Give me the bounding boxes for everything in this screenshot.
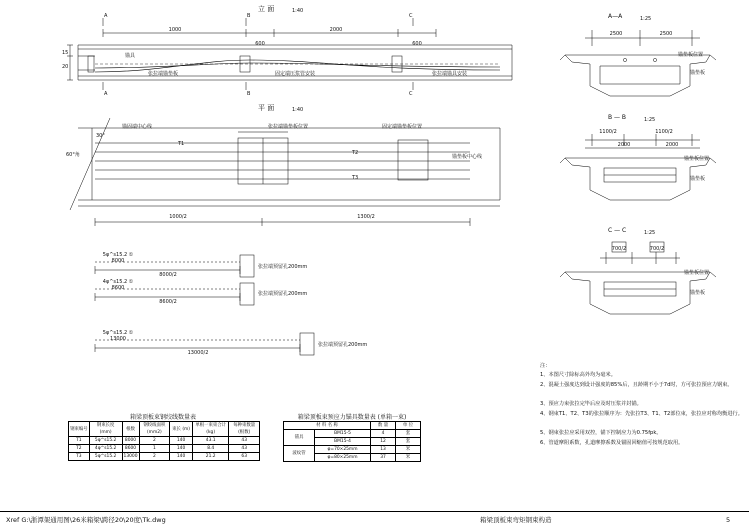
tendon3-length: 13000 [110,336,126,342]
t1-r2c1: 5φ^s15.2 [89,453,122,461]
t1-h0: 钢束编号 [69,422,90,437]
t1-r0c0: T1 [69,437,90,445]
plan-angle: 30° [96,133,105,139]
table1-title: 箱梁顶板束钢绞线数量表 [129,414,197,421]
elev-label-grout: 固定端压浆管安装 [275,71,316,77]
t2-h2: 数 量 [371,422,396,430]
t1-h5: 单根一束束合计 (kg) [192,422,228,437]
note-1: 1、本图尺寸除标高外均为毫米。 [540,372,616,378]
section-cc-title: C — C [608,227,627,234]
t1-h3: 钢绞线面积 (mm2) [139,422,170,437]
t1-r1c4: 140 [170,445,193,453]
t2-r3c3: 米 [396,454,421,462]
t1-h6: 每种束数量 (根数) [229,422,260,437]
t1-r1c5: 8.4 [192,445,228,453]
t2-group-duct: 波纹管 [284,446,315,462]
bb-label-2: 锚垫板 [690,176,706,182]
t1-r0c4: 140 [170,437,193,445]
t1-r0c3: 2 [139,437,170,445]
t2-r1c2: 12 [371,438,396,446]
tendon1-halflen: 8000/2 [159,272,177,278]
footer-title: 箱梁顶板束弯矩钢束构造 [480,516,552,524]
plan-tendon-t1: T1 [178,141,185,147]
bb-dim-2: 1100/2 [655,129,673,135]
tendon3-label: 5φ^s15.2 ① [102,330,134,336]
tendon3-note: 张拉端预留孔200mm [318,342,368,348]
t2-r3c2: 37 [371,454,396,462]
plan-dim-2: 1300/2 [357,214,375,220]
t1-r0c1: 5φ^s15.2 [89,437,122,445]
elev-label-plate: 张拉端锚垫板 [148,71,179,77]
t1-r2c8: 63 [229,453,260,461]
tendon1-note: 张拉端预留孔200mm [258,264,308,270]
mark-a-bottom: A [104,91,108,97]
t2-h0: 材 料 名 称 [284,422,371,430]
tendon2-label: 4φ^s15.2 ① [102,279,134,285]
section-aa-scale: 1:25 [640,16,652,22]
t1-r1c1: 4φ^s15.2 [89,445,122,453]
aa-label-1: 锚垫板位置 [678,52,704,58]
sheet-footer [0,511,749,530]
t1-r2c0: T3 [69,453,90,461]
cc-dim-2: 700/2 [649,246,665,252]
elev-label-anchor: 锚具 [125,53,136,59]
t1-h2: 根数 [122,422,139,437]
elev-left-dim2: 20 [62,64,69,70]
mark-a-top: A [104,13,108,19]
tendon2-length: 8600 [111,285,125,291]
t1-r1c0: T2 [69,445,90,453]
bb-dim-3: 2000 [617,142,631,148]
aa-dim-2: 2500 [659,31,673,37]
elevation-title: 立 面 [258,5,275,13]
note-5: 5、钢束张拉应采用双控，锚下控制应力为0.75fpk。 [540,430,662,436]
elev-label-anchorset: 张拉端锚具安装 [432,71,468,77]
note-3: 3、预应力束张拉完毕后应及时压浆并封锚。 [540,401,642,407]
aa-label-2: 锚垫板 [690,70,706,76]
tendon1-label: 5φ^s15.2 ① [102,252,134,258]
mark-b-bottom: B [247,91,251,97]
tendon2-halflen: 8600/2 [159,299,177,305]
t1-r2c5: 21.2 [192,453,228,461]
aa-dim-1: 2500 [609,31,623,37]
t1-r1c8: 43 [229,445,260,453]
t1-r1c3: 1 [139,445,170,453]
t2-h3: 单 位 [396,422,421,430]
bb-dim-4: 2000 [665,142,679,148]
plan-tendon-t2: T2 [352,150,359,156]
tendon2-note: 张拉端预留孔200mm [258,291,308,297]
cc-dim-1: 700/2 [611,246,627,252]
plan-dim-1: 1000/2 [169,214,187,220]
t2-r2c1: φ=70×25mm [315,446,371,454]
t2-r0c2: 4 [371,430,396,438]
t2-r2c2: 13 [371,446,396,454]
t1-r0c5: 43.1 [192,437,228,445]
note-2: 2、混凝土强度达到设计强度的85%后，且龄期不小于7d时，方可张拉预应力钢束。 [540,382,733,388]
bb-dim-1: 1100/2 [599,129,617,135]
t2-r1c3: 套 [396,438,421,446]
plan-note-left: 锚固端中心线 [122,124,153,130]
note-6: 6、管道摩阻系数，孔道摩擦系数及锚固回缩值可按规范取用。 [540,440,684,446]
cc-label-2: 锚垫板 [690,290,706,296]
elev-dim-1000: 1000 [168,27,182,33]
notes-heading: 注： [540,363,551,369]
footer-page: 5 [726,516,731,524]
plan-tendon-t3: T3 [352,175,359,181]
elevation-scale: 1:40 [292,8,304,14]
bb-label-1: 锚垫板位置 [684,156,710,162]
section-cc-scale: 1:25 [644,230,656,236]
plan-note-far-right: 锚垫板中心线 [452,154,483,160]
tendon3-halflen: 13000/2 [187,350,209,356]
t1-r0c8: 43 [229,437,260,445]
elev-dim-600: 600 [255,41,265,47]
mark-c-top: C [409,13,413,19]
elev-dim-2000: 2000 [329,27,343,33]
cc-label-1: 锚垫板位置 [684,270,710,276]
plan-note-right: 固定端锚垫板位置 [382,124,423,130]
mark-b-top: B [247,13,251,19]
t1-h4: 束长 (m) [170,422,193,437]
note-4: 4、钢束T1、T2、T3的张拉顺序为：先张拉T3、T1、T2部位束，张拉应对称均衡进行。 [540,411,743,417]
t2-r3c1: φ=80×25mm [315,454,371,462]
t2-r2c3: 米 [396,446,421,454]
section-aa-title: A—A [608,13,623,20]
t1-r1c2: 8600 [122,445,139,453]
t1-r0c2: 8000 [122,437,139,445]
plan-scale: 1:40 [292,107,304,113]
t1-r2c3: 2 [139,453,170,461]
t2-r0c1: BM15-5 [315,430,371,438]
tendon1-length: 8000 [111,258,125,264]
t1-r2c2: 13000 [123,454,138,459]
elev-left-dim: 15 [62,50,69,56]
plan-note-mid: 张拉端锚垫板位置 [268,124,309,130]
t1-r2c4: 140 [170,453,193,461]
section-bb-scale: 1:25 [644,117,656,123]
t2-r0c3: 套 [396,430,421,438]
t2-group-anchor: 锚具 [284,430,315,446]
footer-xref: Xref G:\浙潭架通用图\26米箱梁\跨径20\20度\Tk.dwg [6,516,166,524]
section-bb-title: B — B [608,114,627,121]
plan-left-vert: 60°角 [66,152,80,158]
t1-h1: 钢束长度 (mm) [89,422,122,437]
plan-title: 平 面 [258,104,275,112]
t2-r1c1: BM15-4 [315,438,371,446]
elev-dim-600b: 600 [412,41,422,47]
table2-title: 箱梁顶板束预应力锚具数量表 (单箱一束) [297,414,407,421]
mark-c-bottom: C [409,91,413,97]
